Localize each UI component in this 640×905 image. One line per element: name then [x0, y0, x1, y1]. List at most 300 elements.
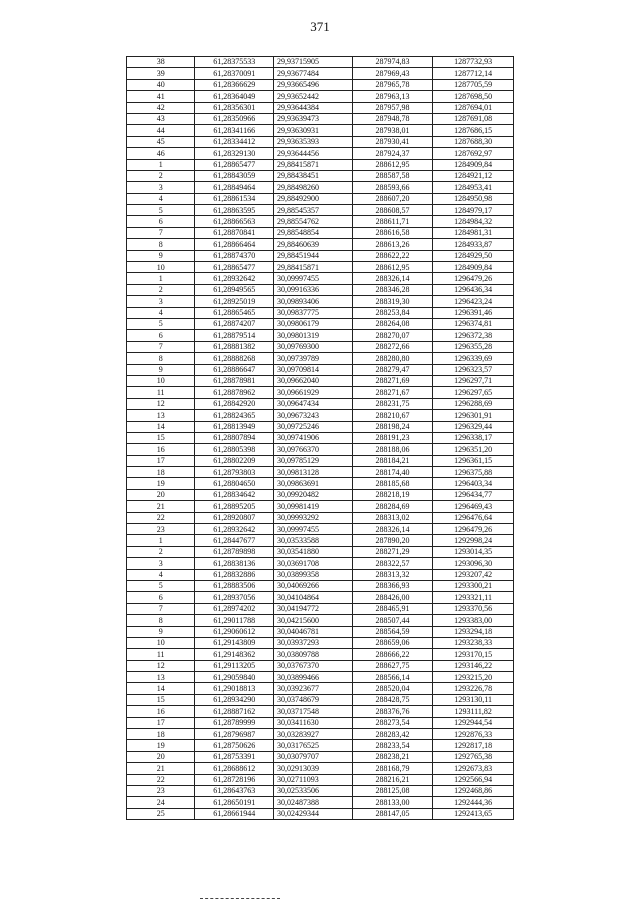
y-coordinate-cell: 1293238,33	[433, 637, 514, 648]
point-number-cell: 15	[127, 694, 195, 705]
longitude-cell: 29,88451944	[274, 250, 353, 261]
x-coordinate-cell: 288566,14	[352, 672, 433, 683]
latitude-cell: 61,28878962	[195, 387, 274, 398]
latitude-cell: 61,28881382	[195, 341, 274, 352]
x-coordinate-cell: 288216,21	[352, 774, 433, 785]
y-coordinate-cell: 1284933,87	[433, 239, 514, 250]
y-coordinate-cell: 1296479,26	[433, 273, 514, 284]
x-coordinate-cell: 287965,78	[352, 79, 433, 90]
latitude-cell: 61,28887162	[195, 706, 274, 717]
table-row	[127, 364, 514, 375]
point-number-cell: 10	[127, 637, 195, 648]
longitude-cell: 30,03899358	[274, 569, 353, 580]
x-coordinate-cell: 288280,80	[352, 353, 433, 364]
longitude-cell: 29,93630931	[274, 125, 353, 136]
table-row	[127, 421, 514, 432]
table-row	[127, 580, 514, 591]
latitude-cell: 61,28643763	[195, 786, 274, 797]
latitude-cell: 61,28925019	[195, 296, 274, 307]
longitude-cell: 30,09920482	[274, 489, 353, 500]
point-number-cell: 3	[127, 296, 195, 307]
point-number-cell: 22	[127, 774, 195, 785]
latitude-cell: 61,28934290	[195, 694, 274, 705]
table-row	[127, 649, 514, 660]
y-coordinate-cell: 1293111,82	[433, 706, 514, 717]
latitude-cell: 61,28366629	[195, 79, 274, 90]
latitude-cell: 61,28895205	[195, 501, 274, 512]
x-coordinate-cell: 288564,59	[352, 626, 433, 637]
table-row	[127, 330, 514, 341]
point-number-cell: 21	[127, 763, 195, 774]
longitude-cell: 30,02487388	[274, 797, 353, 808]
table-row	[127, 398, 514, 409]
latitude-cell: 61,29011788	[195, 615, 274, 626]
point-number-cell: 9	[127, 250, 195, 261]
longitude-cell: 29,88460639	[274, 239, 353, 250]
table-row	[127, 284, 514, 295]
y-coordinate-cell: 1293014,35	[433, 546, 514, 557]
latitude-cell: 61,28805398	[195, 444, 274, 455]
table-row	[127, 375, 514, 386]
y-coordinate-cell: 1287705,59	[433, 79, 514, 90]
x-coordinate-cell: 288612,95	[352, 159, 433, 170]
point-number-cell: 2	[127, 170, 195, 181]
x-coordinate-cell: 288125,08	[352, 786, 433, 797]
x-coordinate-cell: 287930,41	[352, 136, 433, 147]
x-coordinate-cell: 288168,79	[352, 763, 433, 774]
latitude-cell: 61,28886647	[195, 364, 274, 375]
point-number-cell: 45	[127, 136, 195, 147]
point-number-cell: 19	[127, 478, 195, 489]
x-coordinate-cell: 288613,26	[352, 239, 433, 250]
longitude-cell: 30,03411630	[274, 717, 353, 728]
table-row	[127, 535, 514, 546]
table-row	[127, 91, 514, 102]
point-number-cell: 23	[127, 524, 195, 535]
table-row	[127, 524, 514, 535]
table-row	[127, 170, 514, 181]
longitude-cell: 29,88415871	[274, 262, 353, 273]
x-coordinate-cell: 288271,67	[352, 387, 433, 398]
x-coordinate-cell: 288264,08	[352, 318, 433, 329]
longitude-cell: 30,09806179	[274, 318, 353, 329]
longitude-cell: 30,03899466	[274, 672, 353, 683]
latitude-cell: 61,29018813	[195, 683, 274, 694]
page-number: 371	[310, 19, 330, 34]
x-coordinate-cell: 287974,83	[352, 57, 433, 68]
table-row	[127, 57, 514, 68]
longitude-cell: 30,02711093	[274, 774, 353, 785]
longitude-cell: 30,02429344	[274, 808, 353, 819]
table-row	[127, 683, 514, 694]
latitude-cell: 61,28865465	[195, 307, 274, 318]
table-row	[127, 626, 514, 637]
y-coordinate-cell: 1287732,93	[433, 57, 514, 68]
point-number-cell: 14	[127, 683, 195, 694]
y-coordinate-cell: 1296434,77	[433, 489, 514, 500]
x-coordinate-cell: 288326,14	[352, 273, 433, 284]
latitude-cell: 61,28750626	[195, 740, 274, 751]
longitude-cell: 30,03923677	[274, 683, 353, 694]
longitude-cell: 30,04046781	[274, 626, 353, 637]
latitude-cell: 61,28866464	[195, 239, 274, 250]
longitude-cell: 29,93644456	[274, 148, 353, 159]
y-coordinate-cell: 1293207,42	[433, 569, 514, 580]
longitude-cell: 29,88554762	[274, 216, 353, 227]
table-row	[127, 512, 514, 523]
x-coordinate-cell: 288616,58	[352, 227, 433, 238]
y-coordinate-cell: 1284979,17	[433, 205, 514, 216]
latitude-cell: 61,28356301	[195, 102, 274, 113]
longitude-cell: 30,09766370	[274, 444, 353, 455]
longitude-cell: 30,03541880	[274, 546, 353, 557]
longitude-cell: 30,03176525	[274, 740, 353, 751]
y-coordinate-cell: 1287686,15	[433, 125, 514, 136]
latitude-cell: 61,28796987	[195, 729, 274, 740]
x-coordinate-cell: 288313,32	[352, 569, 433, 580]
latitude-cell: 61,28375533	[195, 57, 274, 68]
point-number-cell: 10	[127, 375, 195, 386]
point-number-cell: 8	[127, 353, 195, 364]
y-coordinate-cell: 1296479,26	[433, 524, 514, 535]
latitude-cell: 61,28789898	[195, 546, 274, 557]
table-row	[127, 808, 514, 819]
point-number-cell: 5	[127, 318, 195, 329]
point-number-cell: 12	[127, 398, 195, 409]
y-coordinate-cell: 1292673,83	[433, 763, 514, 774]
point-number-cell: 24	[127, 797, 195, 808]
latitude-cell: 61,28843059	[195, 170, 274, 181]
y-coordinate-cell: 1296329,44	[433, 421, 514, 432]
longitude-cell: 30,09647434	[274, 398, 353, 409]
x-coordinate-cell: 288238,21	[352, 751, 433, 762]
table-row	[127, 546, 514, 557]
table-row	[127, 318, 514, 329]
x-coordinate-cell: 288319,30	[352, 296, 433, 307]
latitude-cell: 61,28878981	[195, 375, 274, 386]
y-coordinate-cell: 1293370,56	[433, 603, 514, 614]
longitude-cell: 30,09709814	[274, 364, 353, 375]
x-coordinate-cell: 287969,43	[352, 68, 433, 79]
longitude-cell: 30,09661929	[274, 387, 353, 398]
point-number-cell: 13	[127, 410, 195, 421]
table-row	[127, 125, 514, 136]
x-coordinate-cell: 288198,24	[352, 421, 433, 432]
longitude-cell: 29,93644384	[274, 102, 353, 113]
point-number-cell: 22	[127, 512, 195, 523]
longitude-cell: 29,88548854	[274, 227, 353, 238]
x-coordinate-cell: 288271,29	[352, 546, 433, 557]
x-coordinate-cell: 288273,54	[352, 717, 433, 728]
point-number-cell: 4	[127, 307, 195, 318]
y-coordinate-cell: 1296338,17	[433, 432, 514, 443]
x-coordinate-cell: 288271,69	[352, 375, 433, 386]
table-row	[127, 79, 514, 90]
y-coordinate-cell: 1293146,22	[433, 660, 514, 671]
longitude-cell: 29,88415871	[274, 159, 353, 170]
point-number-cell: 42	[127, 102, 195, 113]
table-row	[127, 751, 514, 762]
latitude-cell: 61,28350966	[195, 113, 274, 124]
table-row	[127, 68, 514, 79]
x-coordinate-cell: 288231,75	[352, 398, 433, 409]
table-row	[127, 193, 514, 204]
point-number-cell: 16	[127, 444, 195, 455]
point-number-cell: 9	[127, 364, 195, 375]
x-coordinate-cell: 288233,54	[352, 740, 433, 751]
x-coordinate-cell: 287963,13	[352, 91, 433, 102]
x-coordinate-cell: 288376,76	[352, 706, 433, 717]
latitude-cell: 61,28842920	[195, 398, 274, 409]
longitude-cell: 29,93635393	[274, 136, 353, 147]
latitude-cell: 61,29059840	[195, 672, 274, 683]
point-number-cell: 25	[127, 808, 195, 819]
x-coordinate-cell: 288612,95	[352, 262, 433, 273]
latitude-cell: 61,28883506	[195, 580, 274, 591]
latitude-cell: 61,28888268	[195, 353, 274, 364]
x-coordinate-cell: 288593,66	[352, 182, 433, 193]
y-coordinate-cell: 1287712,14	[433, 68, 514, 79]
longitude-cell: 30,09981419	[274, 501, 353, 512]
y-coordinate-cell: 1296361,15	[433, 455, 514, 466]
longitude-cell: 29,93665496	[274, 79, 353, 90]
longitude-cell: 30,03533588	[274, 535, 353, 546]
x-coordinate-cell: 288346,28	[352, 284, 433, 295]
y-coordinate-cell: 1287692,97	[433, 148, 514, 159]
table-row	[127, 489, 514, 500]
y-coordinate-cell: 1292413,65	[433, 808, 514, 819]
longitude-cell: 30,09916336	[274, 284, 353, 295]
y-coordinate-cell: 1284929,50	[433, 250, 514, 261]
point-number-cell: 6	[127, 330, 195, 341]
latitude-cell: 61,28949565	[195, 284, 274, 295]
y-coordinate-cell: 1293321,11	[433, 592, 514, 603]
x-coordinate-cell: 287957,98	[352, 102, 433, 113]
x-coordinate-cell: 288428,75	[352, 694, 433, 705]
latitude-cell: 61,28341166	[195, 125, 274, 136]
y-coordinate-cell: 1284909,84	[433, 159, 514, 170]
x-coordinate-cell: 288520,04	[352, 683, 433, 694]
point-number-cell: 2	[127, 546, 195, 557]
table-row	[127, 694, 514, 705]
y-coordinate-cell: 1292876,33	[433, 729, 514, 740]
y-coordinate-cell: 1292468,86	[433, 786, 514, 797]
point-number-cell: 40	[127, 79, 195, 90]
latitude-cell: 61,28334412	[195, 136, 274, 147]
point-number-cell: 15	[127, 432, 195, 443]
coordinates-table	[126, 56, 514, 820]
longitude-cell: 30,09785129	[274, 455, 353, 466]
y-coordinate-cell: 1293170,15	[433, 649, 514, 660]
point-number-cell: 4	[127, 569, 195, 580]
longitude-cell: 29,93639473	[274, 113, 353, 124]
longitude-cell: 29,88498260	[274, 182, 353, 193]
longitude-cell: 29,93652442	[274, 91, 353, 102]
y-coordinate-cell: 1296436,34	[433, 284, 514, 295]
table-row	[127, 387, 514, 398]
latitude-cell: 61,28824365	[195, 410, 274, 421]
longitude-cell: 30,09863691	[274, 478, 353, 489]
latitude-cell: 61,28838136	[195, 558, 274, 569]
longitude-cell: 30,03717548	[274, 706, 353, 717]
point-number-cell: 19	[127, 740, 195, 751]
latitude-cell: 61,28932642	[195, 273, 274, 284]
longitude-cell: 30,09739789	[274, 353, 353, 364]
x-coordinate-cell: 288507,44	[352, 615, 433, 626]
x-coordinate-cell: 288191,23	[352, 432, 433, 443]
point-number-cell: 18	[127, 467, 195, 478]
point-number-cell: 4	[127, 193, 195, 204]
longitude-cell: 30,03748679	[274, 694, 353, 705]
x-coordinate-cell: 288659,06	[352, 637, 433, 648]
point-number-cell: 43	[127, 113, 195, 124]
x-coordinate-cell: 288272,66	[352, 341, 433, 352]
x-coordinate-cell: 288147,05	[352, 808, 433, 819]
y-coordinate-cell: 1296375,88	[433, 467, 514, 478]
x-coordinate-cell: 288284,69	[352, 501, 433, 512]
latitude-cell: 61,28865477	[195, 159, 274, 170]
latitude-cell: 61,28753391	[195, 751, 274, 762]
table-row	[127, 353, 514, 364]
longitude-cell: 30,09769300	[274, 341, 353, 352]
table-row	[127, 227, 514, 238]
x-coordinate-cell: 288607,20	[352, 193, 433, 204]
longitude-cell: 29,93715905	[274, 57, 353, 68]
y-coordinate-cell: 1293130,11	[433, 694, 514, 705]
latitude-cell: 61,28863595	[195, 205, 274, 216]
latitude-cell: 61,29060612	[195, 626, 274, 637]
table-row	[127, 148, 514, 159]
point-number-cell: 10	[127, 262, 195, 273]
y-coordinate-cell: 1293294,18	[433, 626, 514, 637]
x-coordinate-cell: 288133,00	[352, 797, 433, 808]
longitude-cell: 29,88545357	[274, 205, 353, 216]
latitude-cell: 61,28813949	[195, 421, 274, 432]
table-row	[127, 467, 514, 478]
y-coordinate-cell: 1296297,71	[433, 375, 514, 386]
longitude-cell: 30,02913039	[274, 763, 353, 774]
longitude-cell: 30,09997455	[274, 524, 353, 535]
point-number-cell: 12	[127, 660, 195, 671]
y-coordinate-cell: 1296351,20	[433, 444, 514, 455]
table-row	[127, 797, 514, 808]
x-coordinate-cell: 288326,14	[352, 524, 433, 535]
point-number-cell: 2	[127, 284, 195, 295]
latitude-cell: 61,28879514	[195, 330, 274, 341]
point-number-cell: 44	[127, 125, 195, 136]
x-coordinate-cell: 288622,22	[352, 250, 433, 261]
table-row	[127, 113, 514, 124]
latitude-cell: 61,28974202	[195, 603, 274, 614]
y-coordinate-cell: 1296403,34	[433, 478, 514, 489]
table-row	[127, 478, 514, 489]
y-coordinate-cell: 1292817,18	[433, 740, 514, 751]
x-coordinate-cell: 288587,58	[352, 170, 433, 181]
point-number-cell: 6	[127, 592, 195, 603]
point-number-cell: 11	[127, 649, 195, 660]
point-number-cell: 17	[127, 717, 195, 728]
longitude-cell: 30,03937293	[274, 637, 353, 648]
y-coordinate-cell: 1284921,12	[433, 170, 514, 181]
latitude-cell: 61,29143809	[195, 637, 274, 648]
table-row	[127, 273, 514, 284]
table-row	[127, 444, 514, 455]
y-coordinate-cell: 1296297,65	[433, 387, 514, 398]
longitude-cell: 29,88438451	[274, 170, 353, 181]
latitude-cell: 61,28364049	[195, 91, 274, 102]
latitude-cell: 61,28920807	[195, 512, 274, 523]
table-row	[127, 341, 514, 352]
table-row	[127, 706, 514, 717]
table-row	[127, 558, 514, 569]
latitude-cell: 61,28937056	[195, 592, 274, 603]
y-coordinate-cell: 1296323,57	[433, 364, 514, 375]
table-row	[127, 763, 514, 774]
x-coordinate-cell: 288465,91	[352, 603, 433, 614]
x-coordinate-cell: 287938,01	[352, 125, 433, 136]
point-number-cell: 1	[127, 273, 195, 284]
y-coordinate-cell: 1284909,84	[433, 262, 514, 273]
point-number-cell: 16	[127, 706, 195, 717]
table-row	[127, 455, 514, 466]
point-number-cell: 18	[127, 729, 195, 740]
table-row	[127, 307, 514, 318]
table-row	[127, 136, 514, 147]
latitude-cell: 61,28849464	[195, 182, 274, 193]
table-row	[127, 729, 514, 740]
x-coordinate-cell: 288313,02	[352, 512, 433, 523]
point-number-cell: 3	[127, 182, 195, 193]
latitude-cell: 61,28370091	[195, 68, 274, 79]
point-number-cell: 1	[127, 535, 195, 546]
latitude-cell: 61,28793803	[195, 467, 274, 478]
table-row	[127, 182, 514, 193]
longitude-cell: 30,09813128	[274, 467, 353, 478]
latitude-cell: 61,28832886	[195, 569, 274, 580]
point-number-cell: 41	[127, 91, 195, 102]
longitude-cell: 30,03079707	[274, 751, 353, 762]
point-number-cell: 39	[127, 68, 195, 79]
longitude-cell: 29,88492900	[274, 193, 353, 204]
y-coordinate-cell: 1287694,01	[433, 102, 514, 113]
table-row	[127, 159, 514, 170]
y-coordinate-cell: 1292765,38	[433, 751, 514, 762]
y-coordinate-cell: 1293300,21	[433, 580, 514, 591]
table-row	[127, 740, 514, 751]
table-row	[127, 774, 514, 785]
y-coordinate-cell: 1296372,38	[433, 330, 514, 341]
x-coordinate-cell: 287948,78	[352, 113, 433, 124]
point-number-cell: 11	[127, 387, 195, 398]
y-coordinate-cell: 1292566,94	[433, 774, 514, 785]
longitude-cell: 30,02533506	[274, 786, 353, 797]
longitude-cell: 30,04194772	[274, 603, 353, 614]
latitude-cell: 61,28870841	[195, 227, 274, 238]
latitude-cell: 61,28802209	[195, 455, 274, 466]
longitude-cell: 30,09741906	[274, 432, 353, 443]
x-coordinate-cell: 288627,75	[352, 660, 433, 671]
y-coordinate-cell: 1293226,78	[433, 683, 514, 694]
latitude-cell: 61,28447677	[195, 535, 274, 546]
latitude-cell: 61,28865477	[195, 262, 274, 273]
point-number-cell: 20	[127, 489, 195, 500]
y-coordinate-cell: 1284953,41	[433, 182, 514, 193]
point-number-cell: 13	[127, 672, 195, 683]
x-coordinate-cell: 288253,84	[352, 307, 433, 318]
longitude-cell: 29,93677484	[274, 68, 353, 79]
table-row	[127, 102, 514, 113]
table-row	[127, 637, 514, 648]
